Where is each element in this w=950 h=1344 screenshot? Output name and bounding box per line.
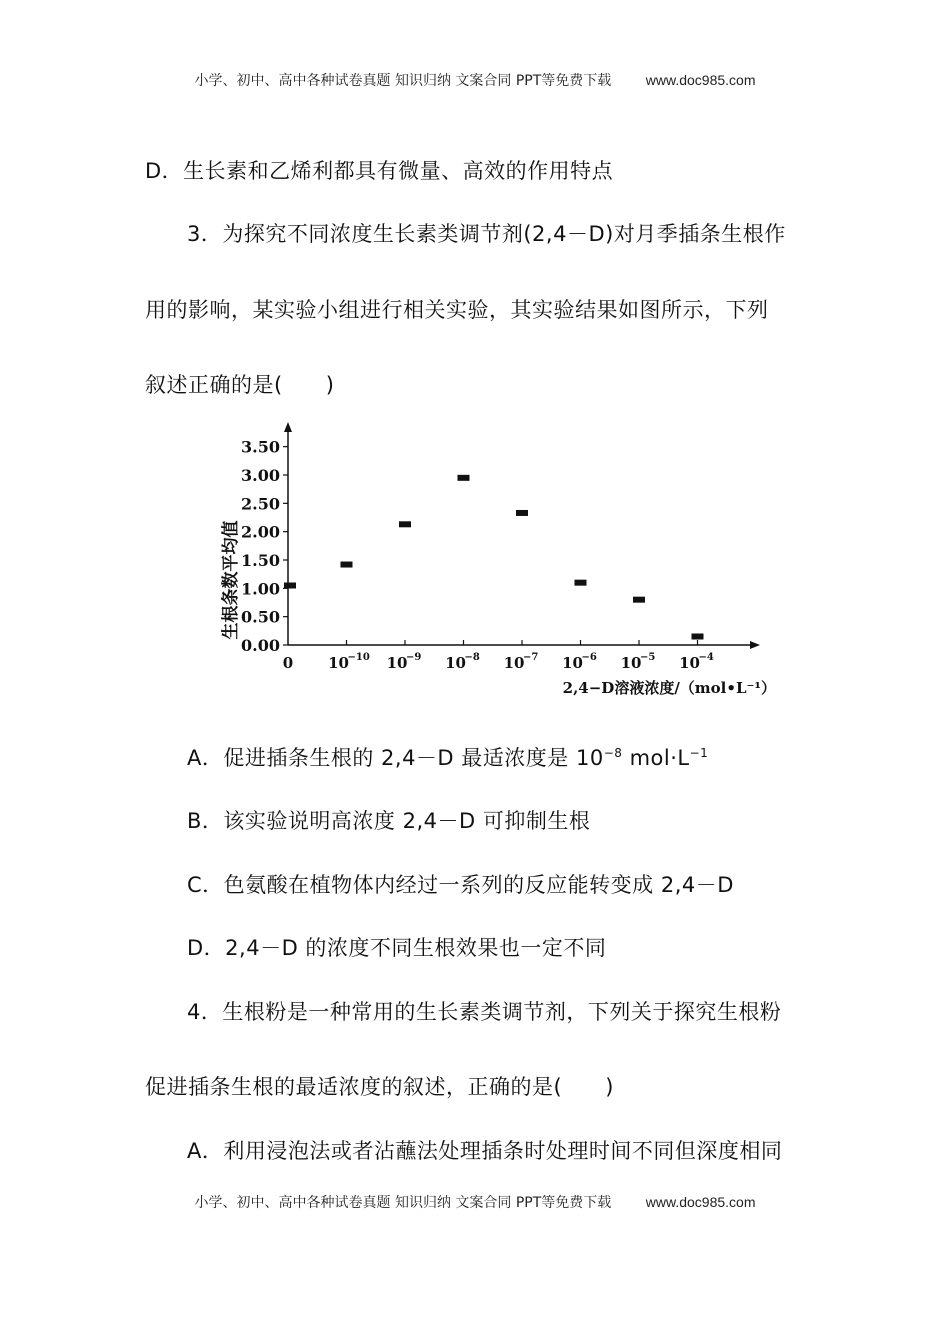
x-tick-label: 10 (328, 654, 349, 672)
x-tick-label: 10 (445, 654, 466, 672)
q3-stem-line1: 3．为探究不同浓度生长素类调节剂(2,4－D)对月季插条生根作 (187, 222, 786, 246)
data-point (692, 634, 704, 640)
data-point (516, 510, 528, 516)
q4-option-a: A．利用浸泡法或者沾蘸法处理插条时处理时间不同但深度相同 (187, 1139, 783, 1163)
q3-option-d: D．2,4－D 的浓度不同生根效果也一定不同 (187, 936, 607, 960)
y-tick-label: 1.00 (241, 579, 280, 599)
footer-site[interactable]: www.doc985.com (645, 1194, 756, 1210)
y-tick-label: 0.50 (241, 607, 280, 627)
x-tick-label: 10 (679, 654, 700, 672)
x-axis-title: 2,4−D溶液浓度/（mol•L⁻¹） (562, 679, 776, 697)
x-tick-label: 10 (562, 654, 583, 672)
y-tick-label: 3.50 (241, 437, 280, 457)
x-tick-exponent: −10 (347, 652, 370, 663)
x-tick-label: 10 (503, 654, 525, 672)
q3-option-a (187, 742, 708, 772)
data-point (341, 562, 353, 568)
x-tick-label: 10 (386, 654, 408, 672)
page-footer (0, 1192, 950, 1212)
root-count-chart (208, 420, 788, 710)
data-point (633, 597, 645, 603)
y-tick-label: 2.00 (241, 522, 280, 542)
data-point (284, 583, 296, 589)
page-header (0, 70, 950, 90)
x-tick-exponent: −4 (698, 652, 714, 663)
y-tick-label: 2.50 (241, 494, 280, 514)
q2-option-d: D．生长素和乙烯利都具有微量、高效的作用特点 (145, 159, 614, 183)
y-tick-label: 1.50 (241, 551, 280, 570)
x-tick-exponent: −6 (581, 652, 597, 663)
y-tick-label: 0.00 (241, 636, 280, 655)
data-point (458, 475, 470, 481)
q3-option-a-exp1: −8 (603, 746, 623, 760)
q3-option-a-mid: mol·L (622, 746, 690, 770)
q3-stem-line3: 叙述正确的是( ) (145, 373, 335, 397)
y-axis-title: 生根条数平均值 (221, 520, 241, 640)
q3-option-b: B．该实验说明高浓度 2,4－D 可抑制生根 (187, 809, 591, 833)
data-point (575, 580, 587, 586)
q3-option-c: C．色氨酸在植物体内经过一系列的反应能转变成 2,4－D (187, 873, 734, 897)
y-tick-label: 3.00 (241, 466, 280, 485)
footer-text: 小学、初中、高中各种试卷真题 知识归纳 文案合同 PPT等免费下载 (194, 1195, 612, 1211)
x-tick-exponent: −5 (640, 652, 656, 663)
q4-stem-line1: 4．生根粉是一种常用的生长素类调节剂，下列关于探究生根粉 (187, 1000, 782, 1024)
x-tick-label: 10 (620, 654, 642, 672)
header-site[interactable]: www.doc985.com (645, 72, 756, 88)
data-point (399, 521, 411, 527)
q4-stem-line2: 促进插条生根的最适浓度的叙述，正确的是( ) (145, 1075, 614, 1099)
q3-option-a-exp2: −1 (689, 746, 709, 760)
x-tick-exponent: −8 (464, 652, 480, 663)
header-text: 小学、初中、高中各种试卷真题 知识归纳 文案合同 PPT等免费下载 (194, 73, 612, 89)
y-axis-arrow (284, 422, 292, 432)
x-axis-arrow (750, 641, 760, 649)
x-tick-exponent: −9 (406, 652, 422, 663)
x-tick-exponent: −7 (523, 652, 539, 663)
q3-stem-line2: 用的影响，某实验小组进行相关实验，其实验结果如图所示，下列 (145, 298, 769, 322)
x-tick-label: 0 (282, 654, 294, 672)
q3-option-a-prefix: A．促进插条生根的 2,4－D 最适浓度是 10 (187, 746, 604, 770)
